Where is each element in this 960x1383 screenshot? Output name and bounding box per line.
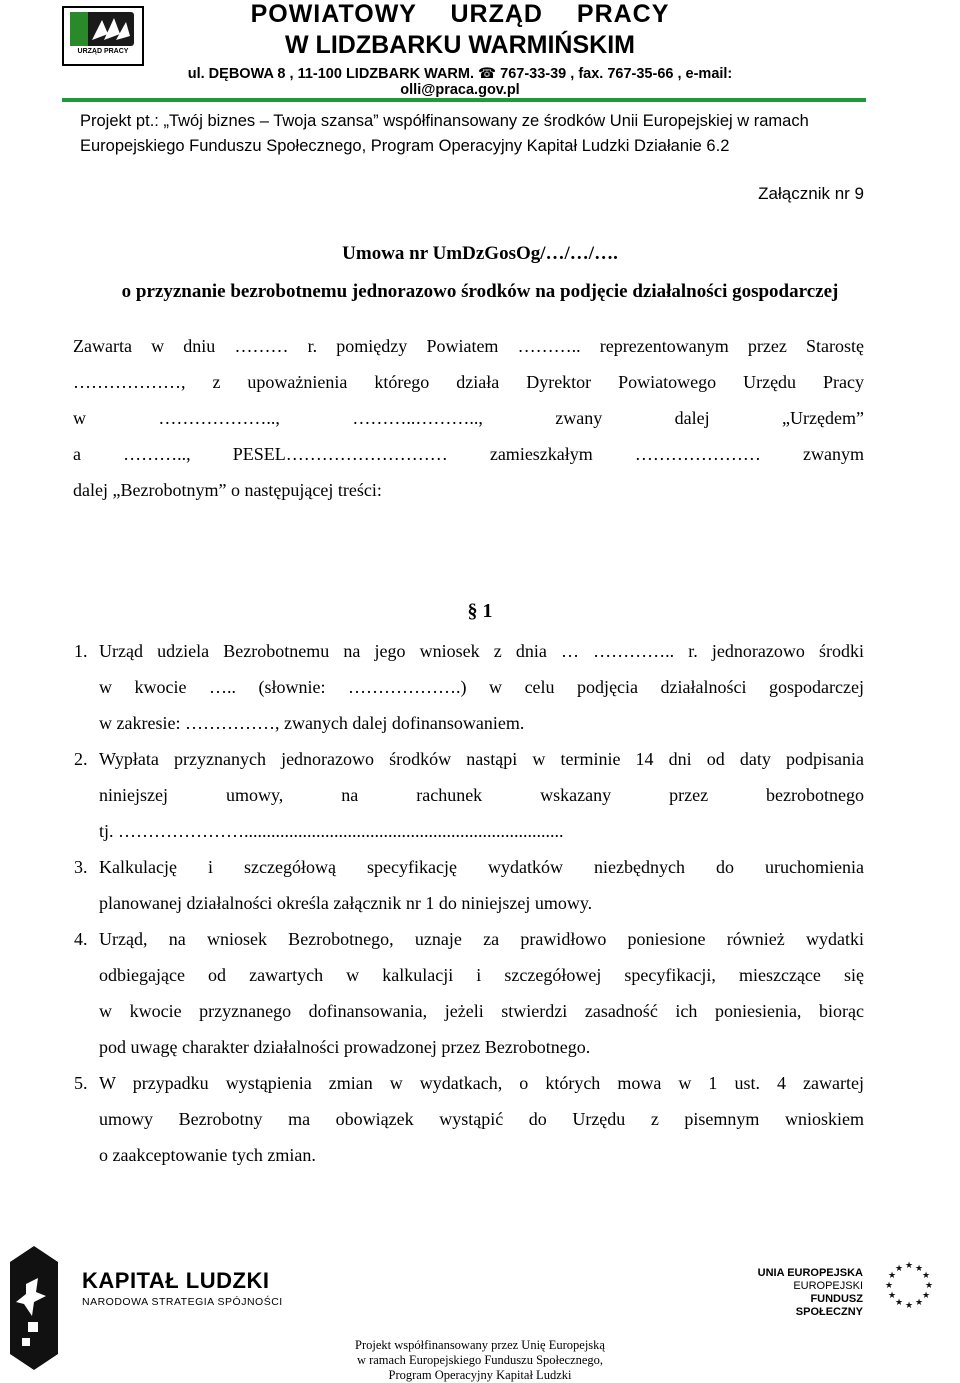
- svg-text:★: ★: [887, 1291, 897, 1301]
- footer-note: [300, 1338, 660, 1383]
- clause-line: niniejszej umowy, na rachunek wskazany przez bezrobotnego: [99, 785, 864, 805]
- project-line1: Projekt pt.: „Twój biznes – Twoja szansa” współfinansowany ze środków Unii Europejskiej w ramach: [80, 112, 809, 130]
- clause-item: [74, 1065, 864, 1173]
- office-title-line2: W LIDZBARKU WARMIŃSKIM: [285, 31, 635, 59]
- clause-line: Urząd udziela Bezrobotnemu na jego wniosek z dnia … ………….. r. jednorazowo środki: [99, 641, 864, 661]
- header-divider: [62, 98, 866, 102]
- clause-line: tj. ………………….......................................................................: [99, 821, 564, 841]
- office-address: ul. DĘBOWA 8 , 11-100 LIDZBARK WARM. ☎ 767-33-39 , fax. 767-35-66 , e-mail: olli@praca.gov.pl: [187, 66, 733, 98]
- footer-note-line2: w ramach Europejskiego Funduszu Społecznego,: [356, 1353, 604, 1367]
- clause-line: Urząd, na wniosek Bezrobotnego, uznaje za prawidłowo poniesione również wydatki: [99, 929, 864, 949]
- annex-label: Załącznik nr 9: [758, 184, 864, 203]
- clause-line: W przypadku wystąpienia zmian w wydatkach, o których mowa w 1 ust. 4 zawartej: [99, 1073, 864, 1093]
- clause-line: w kwocie przyznanego dofinansowania, jeżeli stwierdzi zasadność ich poniesienia, biorąc: [99, 1001, 864, 1021]
- contract-subject: o przyznanie bezrobotnemu jednorazowo środków na podjęcie działalności gospodarczej: [121, 281, 839, 302]
- clause-item: [74, 921, 864, 1065]
- svg-text:★: ★: [894, 1298, 904, 1308]
- svg-text:★: ★: [884, 1281, 894, 1291]
- clause-line: planowanej działalności określa załącznik nr 1 do niniejszej umowy.: [99, 893, 593, 913]
- intro-line: w ……………….., ………..……….., zwany dalej „Urzędem”: [73, 408, 864, 428]
- clause-line: odbiegające od zawartych w kalkulacji i szczegółowej specyfikacji, mieszczące się: [99, 965, 864, 985]
- svg-text:★: ★: [904, 1301, 914, 1311]
- intro-line: ………………, z upoważnienia którego działa Dyrektor Powiatowego Urzędu Pracy: [73, 372, 864, 392]
- project-line2: Europejskiego Funduszu Społecznego, Program Operacyjny Kapitał Ludzki Działanie 6.2: [80, 137, 730, 155]
- svg-text:★: ★: [921, 1291, 931, 1301]
- svg-text:★: ★: [921, 1271, 931, 1281]
- eu-label-line2: EUROPEJSKI: [793, 1280, 863, 1292]
- contract-number: Umowa nr UmDzGosOg/…/…/….: [342, 243, 618, 264]
- kapital-ludzki-title: KAPITAŁ LUDZKI: [82, 1268, 270, 1293]
- svg-text:★: ★: [904, 1261, 914, 1271]
- footer-note-line3: Program Operacyjny Kapitał Ludzki: [388, 1368, 572, 1382]
- clause-item: [74, 849, 864, 921]
- clause-line: o zaakceptowanie tych zmian.: [99, 1145, 316, 1165]
- clause-line: umowy Bezrobotny ma obowiązek wystąpić do Urzędu z pisemnym wnioskiem: [99, 1109, 864, 1129]
- intro-line: dalej „Bezrobotnym” o następującej treści:: [73, 480, 382, 500]
- intro-line: a ……….., PESEL……………………… zamieszkałym ………………… zwanym: [73, 444, 864, 464]
- kapital-ludzki-subtitle: NARODOWA STRATEGIA SPÓJNOŚCI: [82, 1296, 283, 1308]
- eu-label: [748, 1267, 863, 1319]
- logo-green-band: [70, 12, 88, 46]
- svg-text:★: ★: [914, 1264, 924, 1274]
- clause-number: 2.: [74, 749, 88, 769]
- intro-line: Zawarta w dniu ……… r. pomiędzy Powiatem ……….. reprezentowanym przez Starostę: [73, 336, 864, 356]
- logo-graphic: [70, 12, 134, 46]
- clause-item: [74, 741, 864, 849]
- office-logo: [62, 6, 144, 66]
- svg-text:★: ★: [894, 1264, 904, 1274]
- clause-line: Wypłata przyznanych jednorazowo środków nastąpi w terminie 14 dni od daty podpisania: [99, 749, 864, 769]
- logo-label: URZĄD PRACY: [77, 48, 129, 55]
- footer-note-line1: Projekt współfinansowany przez Unię Europejską: [355, 1338, 605, 1352]
- svg-text:★: ★: [914, 1298, 924, 1308]
- clause-number: 3.: [74, 857, 88, 877]
- svg-text:★: ★: [924, 1281, 934, 1291]
- intro-paragraph: [73, 328, 864, 508]
- kapital-ludzki-logo-icon: [8, 1244, 60, 1372]
- clause-line: w zakresie: ……………, zwanych dalej dofinansowaniem.: [99, 713, 525, 733]
- clause-line: w kwocie ….. (słownie: ……………….) w celu podjęcia działalności gospodarczej: [99, 677, 864, 697]
- clause-number: 1.: [74, 641, 88, 661]
- eu-label-line1: UNIA EUROPEJSKA: [757, 1267, 863, 1279]
- eu-flag-icon: [875, 1258, 943, 1314]
- eu-label-line3: FUNDUSZ SPOŁECZNY: [795, 1293, 863, 1318]
- clause-number: 5.: [74, 1073, 88, 1093]
- svg-text:★: ★: [887, 1271, 897, 1281]
- clause-number: 4.: [74, 929, 88, 949]
- section-heading: § 1: [467, 600, 493, 622]
- office-title-line1: POWIATOWY URZĄD PRACY: [250, 0, 670, 28]
- clause-item: [74, 633, 864, 741]
- logo-shapes-icon: [90, 16, 130, 42]
- clause-line: pod uwagę charakter działalności prowadzonej przez Bezrobotnego.: [99, 1037, 591, 1057]
- clause-line: Kalkulację i szczegółową specyfikację wydatków niezbędnych do uruchomienia: [99, 857, 864, 877]
- clause-list: [74, 633, 864, 1173]
